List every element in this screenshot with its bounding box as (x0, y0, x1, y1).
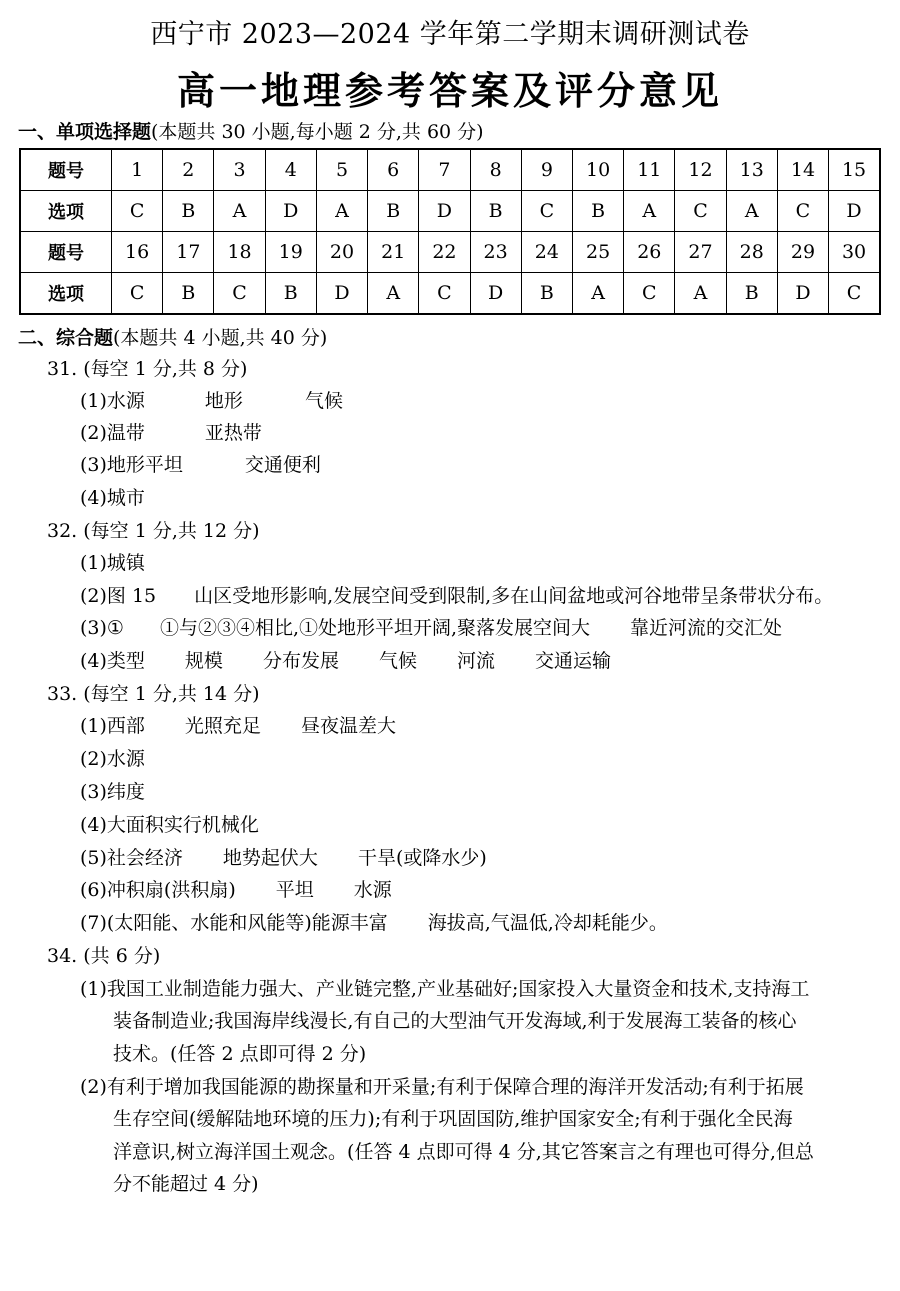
q34-heading: 34. (共 6 分) (47, 945, 161, 967)
table-cell: 24 (521, 232, 572, 273)
table-cell: A (368, 273, 419, 315)
table-cell: 5 (316, 149, 367, 191)
table-cell: C (112, 273, 163, 315)
q31-heading: 31. (每空 1 分,共 8 分) (47, 358, 248, 380)
table-cell: 20 (316, 232, 367, 273)
exam-title: 西宁市 2023—2024 学年第二学期末调研测试卷 (150, 19, 750, 50)
answer-item: 亚热带 (204, 422, 262, 444)
answer-item: (5)社会经济 (80, 847, 183, 869)
table-cell: 3 (214, 149, 265, 191)
table-cell: C (675, 191, 726, 232)
table-cell: 26 (624, 232, 675, 273)
table-cell: 9 (521, 149, 572, 191)
document-subtitle: 高一地理参考答案及评分意见 (176, 68, 723, 113)
q33-line-7 (80, 911, 668, 935)
table-cell: 16 (112, 232, 163, 273)
table-cell: A (624, 191, 675, 232)
table-cell: 8 (470, 149, 521, 191)
q32-line-3 (80, 616, 782, 640)
answer-item: (4)城市 (80, 487, 145, 509)
q34-part2-line-2: 生存空间(缓解陆地环境的压力);有利于巩固国防,维护国家安全;有利于强化全民海 (113, 1108, 793, 1130)
table-cell: B (163, 191, 214, 232)
table-cell: C (624, 273, 675, 315)
table-cell: 6 (368, 149, 419, 191)
section1-note: (本题共 30 小题,每小题 2 分,共 60 分) (151, 121, 484, 143)
answer-item: (1)水源 (80, 390, 145, 412)
table-cell: 30 (829, 232, 880, 273)
q34-part1-line-2: 装备制造业;我国海岸线漫长,有自己的大型油气开发海域,利于发展海工装备的核心 (113, 1010, 797, 1032)
table-cell: 4 (265, 149, 316, 191)
answer-item: 水源 (353, 879, 392, 901)
answer-item: (4)大面积实行机械化 (80, 814, 259, 836)
table-cell: 12 (675, 149, 726, 191)
question-number-row (20, 232, 880, 273)
answer-item: 分布发展 (262, 650, 339, 672)
row-label: 选项 (20, 191, 112, 232)
answer-item: 平坦 (275, 879, 314, 901)
q34-part2-line-3: 洋意识,树立海洋国土观念。(任答 4 点即可得 4 分,其它答案言之有理也可得分,但总 (113, 1141, 814, 1163)
answer-item: (1)城镇 (80, 552, 145, 574)
table-cell: 18 (214, 232, 265, 273)
table-cell: C (419, 273, 470, 315)
table-cell: B (163, 273, 214, 315)
answer-item: (3)① (80, 617, 124, 639)
table-cell: B (368, 191, 419, 232)
answer-item: 气候 (304, 390, 343, 412)
table-cell: B (521, 273, 572, 315)
table-cell: B (572, 191, 623, 232)
answer-item: 光照充足 (184, 715, 261, 737)
table-cell: A (572, 273, 623, 315)
table-cell: 29 (777, 232, 828, 273)
q34-part2-line-1: (2)有利于增加我国能源的勘探量和开采量;有利于保障合理的海洋开发活动;有利于拓展 (80, 1076, 804, 1098)
table-cell: C (777, 191, 828, 232)
q32-heading: 32. (每空 1 分,共 12 分) (47, 520, 260, 542)
table-cell: D (265, 191, 316, 232)
answer-item: 干旱(或降水少) (357, 847, 487, 869)
table-cell: 21 (368, 232, 419, 273)
q32-line-1 (80, 551, 145, 575)
q32-line-4 (80, 649, 611, 673)
answer-table (19, 148, 881, 315)
section2-note: (本题共 4 小题,共 40 分) (113, 327, 328, 349)
q32-line-2 (80, 584, 833, 608)
answer-item: (2)温带 (80, 422, 145, 444)
answer-item: 地形 (204, 390, 243, 412)
table-cell: C (214, 273, 265, 315)
table-cell: 25 (572, 232, 623, 273)
q34-part2-line-4: 分不能超过 4 分) (113, 1173, 259, 1195)
section1-title: 一、单项选择题 (18, 121, 152, 143)
q31-line-2 (80, 421, 262, 445)
answer-item: (2)水源 (80, 748, 145, 770)
table-cell: B (470, 191, 521, 232)
table-cell: 15 (829, 149, 880, 191)
table-cell: B (265, 273, 316, 315)
table-cell: 7 (419, 149, 470, 191)
row-label: 选项 (20, 273, 112, 315)
q34-part1-line-1: (1)我国工业制造能力强大、产业链完整,产业基础好;国家投入大量资金和技术,支持海工 (80, 978, 810, 1000)
table-cell: 27 (675, 232, 726, 273)
answer-row (20, 273, 880, 315)
answer-item: 山区受地形影响,发展空间受到限制,多在山间盆地或河谷地带呈条带状分布。 (194, 585, 834, 607)
table-cell: 1 (112, 149, 163, 191)
q33-line-6 (80, 878, 392, 902)
q33-heading: 33. (每空 1 分,共 14 分) (47, 683, 260, 705)
question-number-row (20, 149, 880, 191)
table-cell: B (726, 273, 777, 315)
answer-item: (7)(太阳能、水能和风能等)能源丰富 (80, 912, 388, 934)
table-cell: 2 (163, 149, 214, 191)
answer-row (20, 191, 880, 232)
table-cell: 28 (726, 232, 777, 273)
table-cell: A (214, 191, 265, 232)
q31-line-3 (80, 453, 321, 477)
table-cell: C (829, 273, 880, 315)
table-cell: D (829, 191, 880, 232)
answer-item: (6)冲积扇(洪积扇) (80, 879, 236, 901)
answer-item: 交通运输 (534, 650, 611, 672)
answer-item: 气候 (378, 650, 417, 672)
row-label: 题号 (20, 232, 112, 273)
table-cell: 13 (726, 149, 777, 191)
answer-item: 昼夜温差大 (300, 715, 396, 737)
q33-line-1 (80, 714, 396, 738)
answer-item: (2)图 15 (80, 585, 157, 607)
answer-item: 规模 (184, 650, 223, 672)
table-cell: 11 (624, 149, 675, 191)
answer-item: (3)纬度 (80, 781, 145, 803)
q33-line-5 (80, 846, 487, 870)
q33-line-4 (80, 813, 259, 837)
table-cell: C (521, 191, 572, 232)
answer-item: (4)类型 (80, 650, 145, 672)
table-cell: C (112, 191, 163, 232)
table-cell: 17 (163, 232, 214, 273)
q31-line-4 (80, 486, 145, 510)
section2-title: 二、综合题 (18, 327, 114, 349)
q34-part1-line-3: 技术。(任答 2 点即可得 2 分) (113, 1043, 367, 1065)
table-cell: 19 (265, 232, 316, 273)
answer-item: ①与②③④相比,①处地形平坦开阔,聚落发展空间大 (159, 617, 591, 639)
answer-item: 河流 (456, 650, 495, 672)
row-label: 题号 (20, 149, 112, 191)
q31-line-1 (80, 389, 343, 413)
answer-item: (1)西部 (80, 715, 145, 737)
q33-line-3 (80, 780, 145, 804)
table-cell: D (470, 273, 521, 315)
table-cell: 22 (419, 232, 470, 273)
table-cell: D (419, 191, 470, 232)
table-cell: D (777, 273, 828, 315)
answer-item: 靠近河流的交汇处 (630, 617, 783, 639)
table-cell: D (316, 273, 367, 315)
table-cell: A (316, 191, 367, 232)
section1-heading (18, 117, 484, 144)
table-cell: 14 (777, 149, 828, 191)
q33-line-2 (80, 747, 145, 771)
answer-item: 海拔高,气温低,冷却耗能少。 (427, 912, 668, 934)
answer-item: (3)地形平坦 (80, 454, 183, 476)
table-cell: A (726, 191, 777, 232)
answer-item: 交通便利 (244, 454, 321, 476)
table-cell: 10 (572, 149, 623, 191)
section2-heading (18, 323, 327, 350)
table-cell: A (675, 273, 726, 315)
answer-item: 地势起伏大 (222, 847, 318, 869)
table-cell: 23 (470, 232, 521, 273)
